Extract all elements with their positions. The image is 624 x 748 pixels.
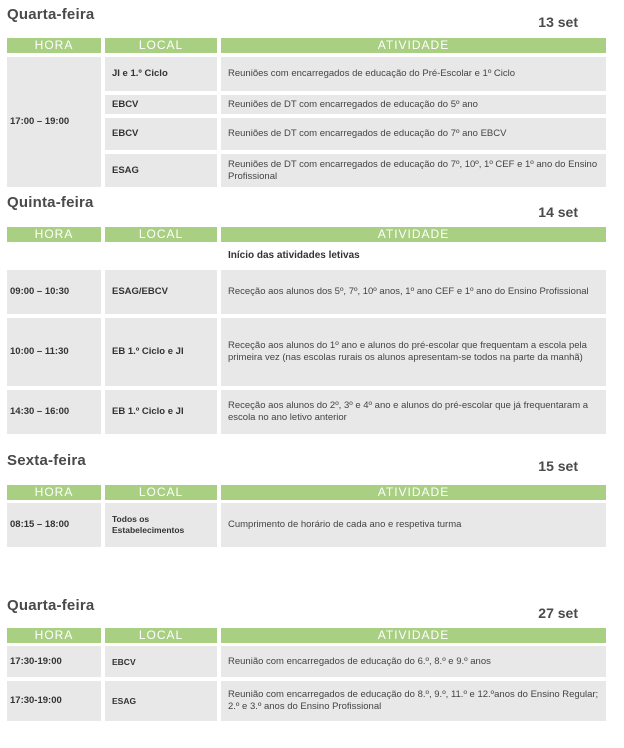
header-hora: HORA xyxy=(7,628,101,643)
time-cell: 08:15 – 18:00 xyxy=(7,503,101,547)
activity-cell: Receção aos alunos dos 5º, 7º, 10º anos, 1º ano CEF e 1º ano do Ensino Profissional xyxy=(221,270,606,314)
header-hora: HORA xyxy=(7,38,101,53)
activity-cell: Reuniões de DT com encarregados de educação do 7º, 10º, 1º CEF e 1º ano do Ensino Profissional xyxy=(221,154,606,187)
table-row xyxy=(7,681,606,721)
header-hora: HORA xyxy=(7,227,101,242)
table-header xyxy=(7,485,606,500)
table-row xyxy=(7,244,606,268)
day-title: Quarta-feira xyxy=(7,6,95,23)
table-header xyxy=(7,628,606,643)
local-cell: EBCV xyxy=(105,95,217,114)
day-title: Quarta-feira xyxy=(7,597,95,614)
time-cell: 14:30 – 16:00 xyxy=(7,390,101,434)
header-atividade: ATIVIDADE xyxy=(221,38,606,53)
local-cell: ESAG xyxy=(105,154,217,187)
time-cell: 10:00 – 11:30 xyxy=(7,318,101,386)
activity-cell: Cumprimento de horário de cada ano e respetiva turma xyxy=(221,503,606,547)
table-header xyxy=(7,227,606,242)
table-row xyxy=(7,390,606,434)
activity-cell: Reuniões de DT com encarregados de educação do 5º ano xyxy=(221,95,606,114)
table-row xyxy=(7,270,606,314)
header-local: LOCAL xyxy=(105,485,217,500)
table-row xyxy=(7,95,606,114)
note-cell: Início das atividades letivas xyxy=(221,244,606,268)
table-row xyxy=(7,118,606,150)
header-atividade: ATIVIDADE xyxy=(221,628,606,643)
table-row xyxy=(7,318,606,386)
time-cell: 17:30-19:00 xyxy=(7,646,101,677)
activity-cell: Reuniões com encarregados de educação do Pré-Escolar e 1º Ciclo xyxy=(221,57,606,91)
day-date: 27 set xyxy=(538,605,578,621)
header-atividade: ATIVIDADE xyxy=(221,227,606,242)
activity-cell: Reuniões de DT com encarregados de educação do 7º ano EBCV xyxy=(221,118,606,150)
day-title: Quinta-feira xyxy=(7,194,94,211)
activity-cell: Receção aos alunos do 2º, 3º e 4º ano e alunos do pré-escolar que já frequentaram a escola no ano letivo anterior xyxy=(221,390,606,434)
table-header xyxy=(7,38,606,53)
day-date: 14 set xyxy=(538,204,578,220)
table-row xyxy=(7,503,606,547)
activity-cell: Reunião com encarregados de educação do 8.º, 9.º, 11.º e 12.ºanos do Ensino Regular; 2.º e 3.º anos do Ensino Profissional xyxy=(221,681,606,721)
header-hora: HORA xyxy=(7,485,101,500)
header-local: LOCAL xyxy=(105,38,217,53)
activity-cell: Receção aos alunos do 1º ano e alunos do pré-escolar que frequentam a escola pela primeira vez (nas escolas rurais os alunos apresentam-se todos na parte da manhã) xyxy=(221,318,606,386)
header-local: LOCAL xyxy=(105,227,217,242)
time-cell: 17:30-19:00 xyxy=(7,681,101,721)
day-date: 13 set xyxy=(538,14,578,30)
header-local: LOCAL xyxy=(105,628,217,643)
day-date: 15 set xyxy=(538,458,578,474)
table-row xyxy=(7,57,606,91)
table-row xyxy=(7,646,606,677)
time-cell: 09:00 – 10:30 xyxy=(7,270,101,314)
local-cell: EBCV xyxy=(105,118,217,150)
activity-cell: Reunião com encarregados de educação do 6.º, 8.º e 9.º anos xyxy=(221,646,606,677)
day-title: Sexta-feira xyxy=(7,452,86,469)
local-cell: Todos os Estabelecimentos xyxy=(105,503,217,547)
table-row xyxy=(7,154,606,187)
local-cell: ESAG xyxy=(105,681,217,721)
local-cell: JI e 1.º Ciclo xyxy=(105,57,217,91)
local-cell: EB 1.º Ciclo e JI xyxy=(105,390,217,434)
local-cell: EB 1.º Ciclo e JI xyxy=(105,318,217,386)
header-atividade: ATIVIDADE xyxy=(221,485,606,500)
local-cell: ESAG/EBCV xyxy=(105,270,217,314)
local-cell: EBCV xyxy=(105,646,217,677)
time-cell: 17:00 – 19:00 xyxy=(7,57,101,187)
